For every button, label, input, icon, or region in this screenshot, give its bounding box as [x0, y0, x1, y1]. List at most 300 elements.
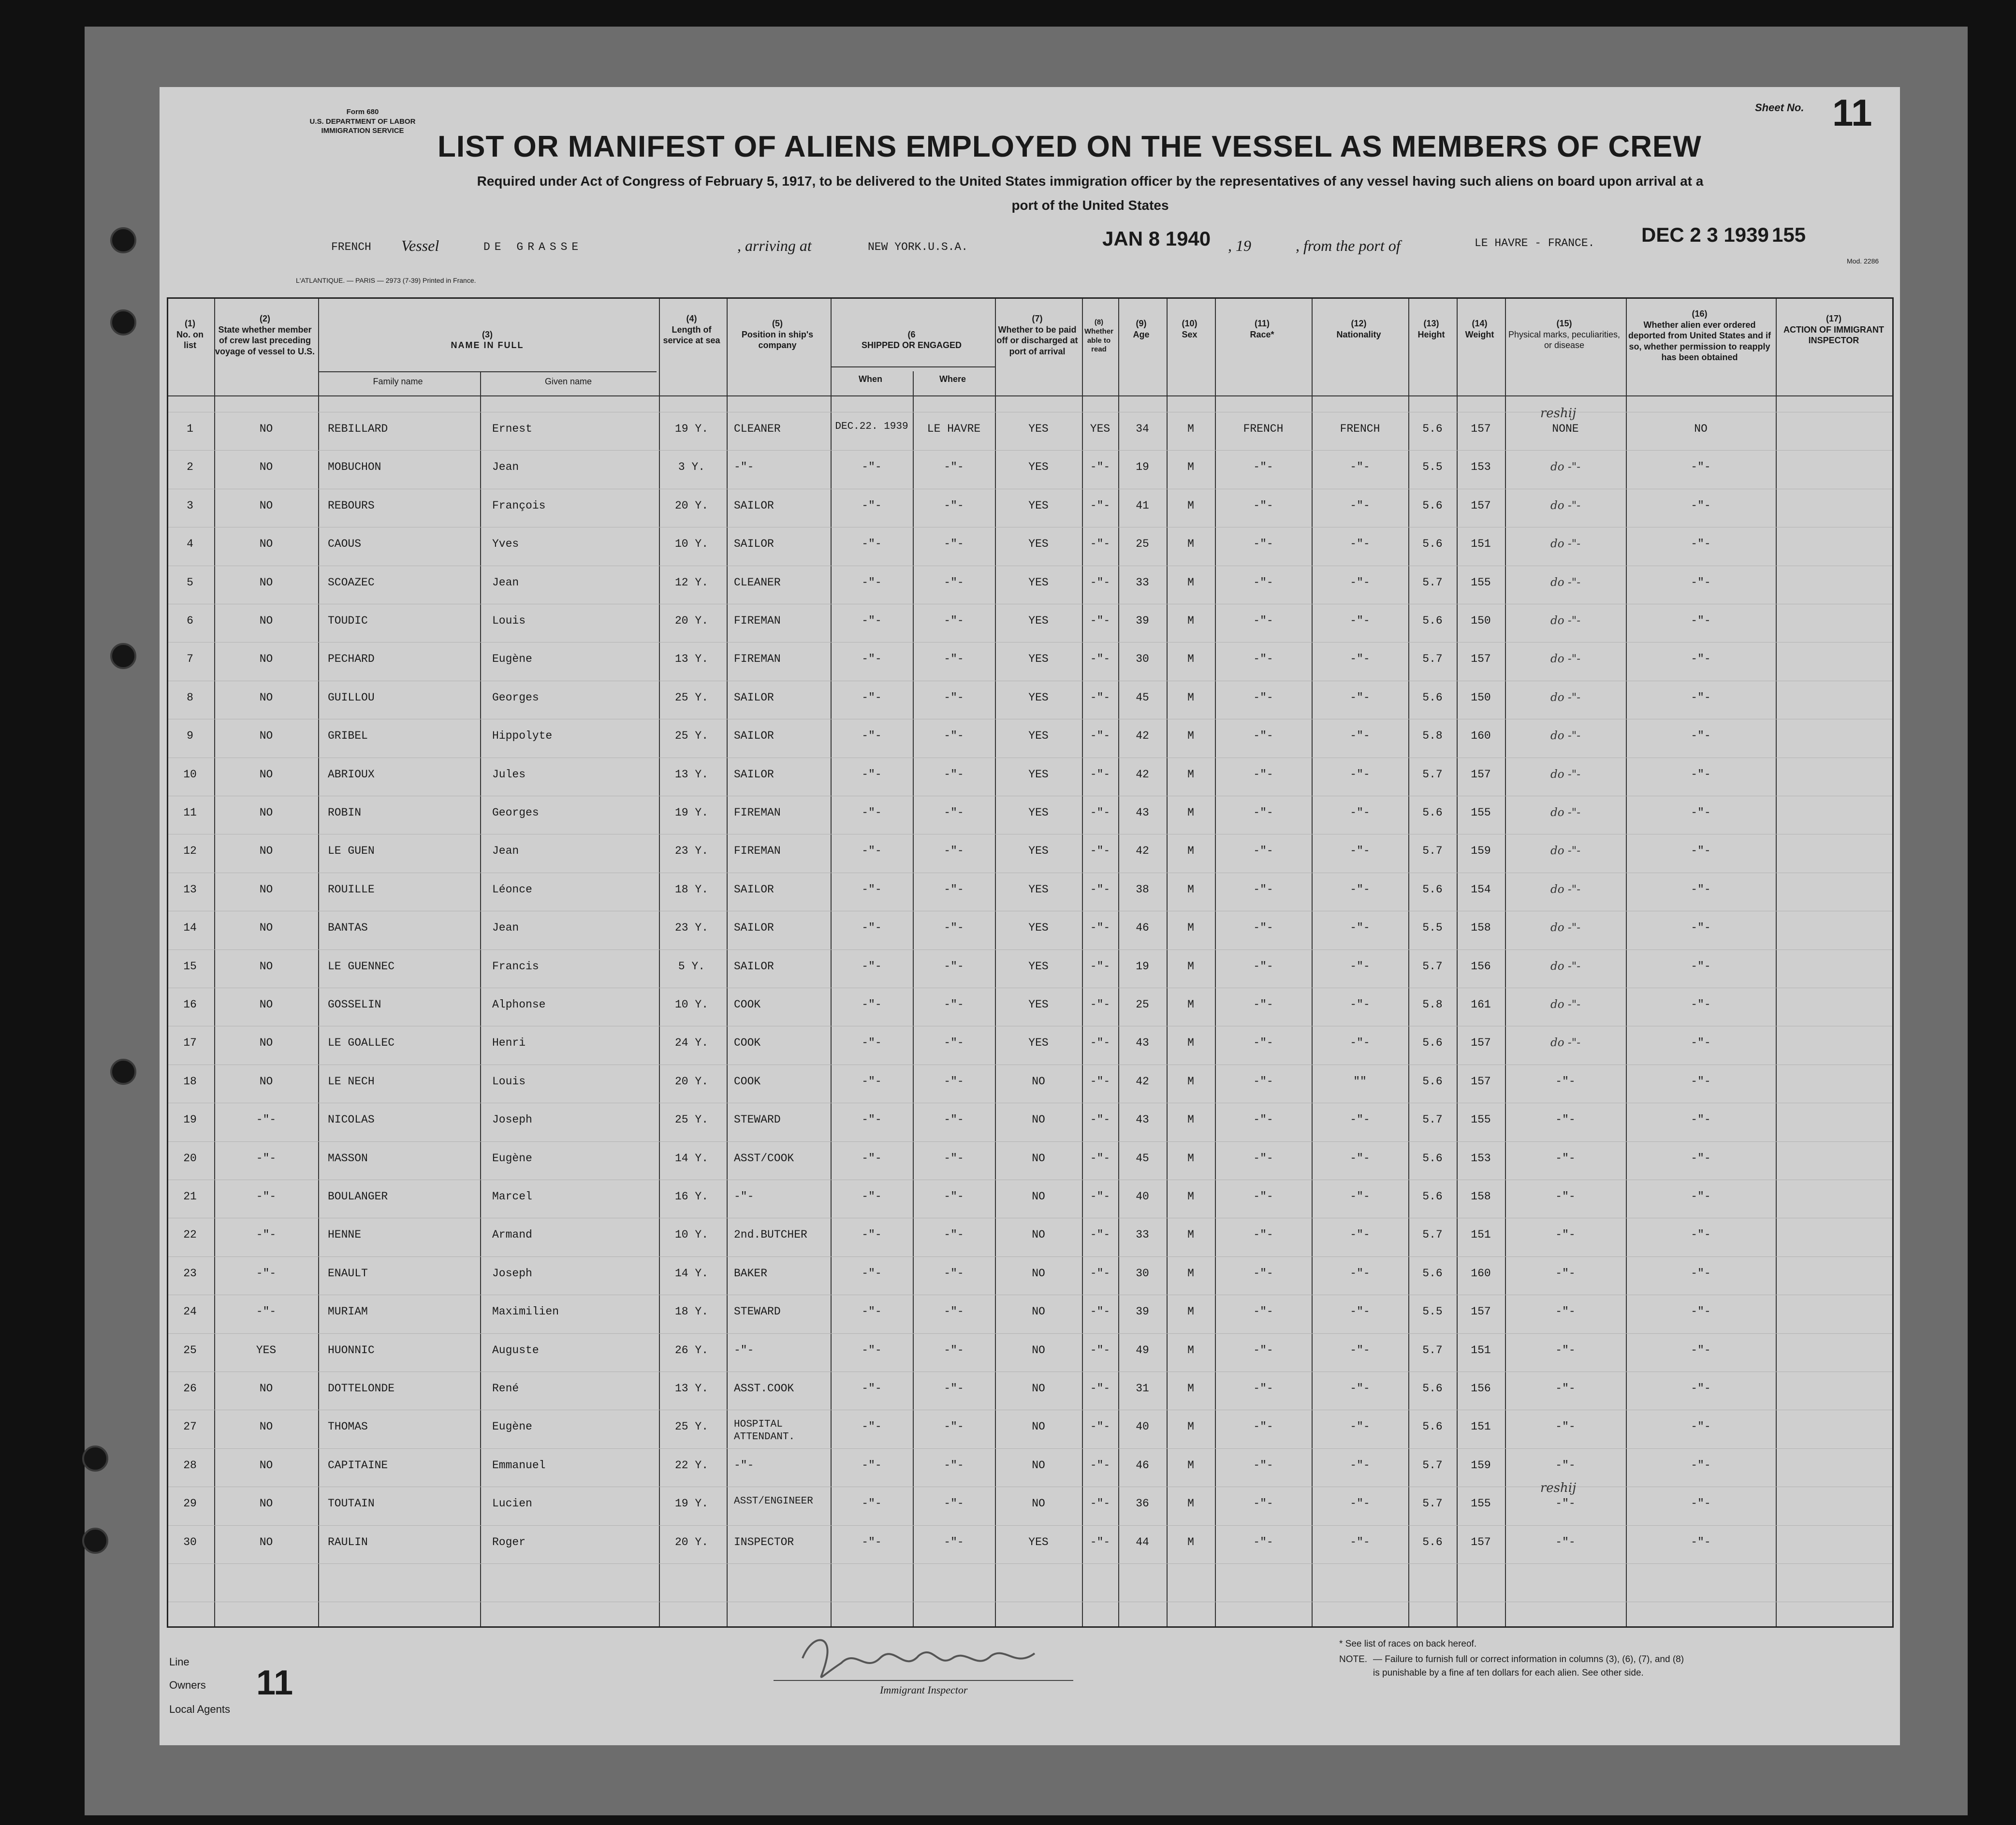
cell-read: -"- [1090, 499, 1110, 512]
cell-read: -"- [1090, 653, 1110, 666]
cell-prev: NO [259, 423, 273, 435]
cell-family: ENAULT [328, 1267, 368, 1280]
cell-no: 19 [183, 1113, 197, 1126]
cell-weight: 151 [1471, 538, 1491, 551]
row-rule [168, 949, 1892, 950]
cell-read: -"- [1090, 1535, 1110, 1548]
cell-family: ROBIN [328, 806, 362, 819]
cell-paid: NO [1032, 1190, 1045, 1203]
cell-where: -"- [944, 691, 964, 704]
cell-height: 5.6 [1422, 806, 1443, 819]
cell-family: NICOLAS [328, 1113, 375, 1126]
cell-read: -"- [1090, 806, 1110, 819]
cell-given: Eugène [492, 653, 532, 666]
cell-sex: M [1187, 461, 1194, 474]
nationality-field: FRENCH [331, 241, 371, 253]
cell-sex: M [1187, 845, 1194, 858]
cell-where: -"- [944, 1113, 964, 1126]
col-label: Whether to be paid off or discharged at port of arrival [996, 324, 1078, 356]
col-label: State whether member of crew last preceding voyage of vessel to U.S. [215, 324, 315, 356]
cell-deported: -"- [1691, 538, 1711, 551]
cell-marks: do -"- [1550, 883, 1580, 896]
cell-where: -"- [944, 1190, 964, 1203]
cell-where: -"- [944, 921, 964, 934]
cell-deported: -"- [1691, 1420, 1711, 1433]
cell-deported: -"- [1691, 921, 1711, 934]
cell-weight: 153 [1471, 461, 1491, 474]
cell-no: 3 [187, 499, 193, 512]
cell-deported: -"- [1691, 1113, 1711, 1126]
cell-read: -"- [1090, 1152, 1110, 1165]
cell-given: Yves [492, 538, 519, 551]
subtitle [290, 169, 1890, 218]
row-rule [168, 1256, 1892, 1257]
cell-nationality: -"- [1350, 1535, 1370, 1548]
cell-deported: -"- [1691, 1037, 1711, 1050]
cell-height: 5.6 [1422, 1382, 1443, 1395]
cell-sex: M [1187, 1075, 1194, 1088]
header-divider [168, 395, 1892, 396]
form-line: Form 680 [346, 108, 379, 116]
col-label: Position in ship's company [741, 329, 814, 350]
cell-marks: do -"- [1550, 1037, 1580, 1050]
cell-family: GOSSELIN [328, 998, 381, 1011]
cell-height: 5.6 [1422, 1152, 1443, 1165]
cell-deported: -"- [1691, 653, 1711, 666]
departure-date-stamp: DEC 2 3 1939 [1641, 223, 1769, 246]
cell-weight: 155 [1471, 576, 1491, 589]
cell-where: LE HAVRE [927, 423, 981, 435]
cell-when: -"- [862, 730, 882, 743]
cell-no: 16 [183, 998, 197, 1011]
cell-prev: NO [259, 883, 273, 896]
punch-hole [110, 1059, 136, 1085]
cell-nationality: -"- [1350, 768, 1370, 781]
cell-position: 2nd.BUTCHER [734, 1228, 807, 1241]
cell-marks: -"- [1555, 1152, 1576, 1165]
cell-no: 18 [183, 1075, 197, 1088]
cell-read: -"- [1090, 1497, 1110, 1510]
cell-weight: 151 [1471, 1343, 1491, 1357]
cell-paid: NO [1032, 1113, 1045, 1126]
cell-sex: M [1187, 1267, 1194, 1280]
cell-read: -"- [1090, 730, 1110, 743]
cell-deported: -"- [1691, 883, 1711, 896]
arrival-port: NEW YORK.U.S.A. [868, 241, 968, 253]
cell-no: 26 [183, 1382, 197, 1395]
cell-height: 5.6 [1422, 883, 1443, 896]
cell-weight: 155 [1471, 1497, 1491, 1510]
cell-paid: YES [1028, 883, 1049, 896]
cell-family: TOUTAIN [328, 1497, 375, 1510]
cell-deported: -"- [1691, 1535, 1711, 1548]
cell-age: 25 [1136, 538, 1149, 551]
cell-prev: -"- [256, 1305, 277, 1318]
cell-given: Louis [492, 1075, 526, 1088]
cell-when: -"- [862, 1459, 882, 1472]
cell-race: -"- [1253, 883, 1273, 896]
subtitle-line: port of the United States [1011, 198, 1169, 213]
cell-family: TOUDIC [328, 614, 368, 627]
cell-when: -"- [862, 1228, 882, 1241]
cell-prev: -"- [256, 1113, 277, 1126]
cell-paid: YES [1028, 998, 1049, 1011]
cell-sex: M [1187, 1459, 1194, 1472]
cell-marks: -"- [1555, 1305, 1576, 1318]
cell-weight: 155 [1471, 1113, 1491, 1126]
cell-family: BANTAS [328, 921, 368, 934]
cell-nationality: -"- [1350, 1113, 1370, 1126]
cell-no: 1 [187, 423, 193, 435]
cell-read: -"- [1090, 768, 1110, 781]
col-number: (9) [1136, 319, 1147, 328]
cell-marks: do -"- [1550, 960, 1580, 973]
col-number: (6 [907, 329, 916, 339]
cell-height: 5.6 [1422, 1535, 1443, 1548]
cell-sex: M [1187, 691, 1194, 704]
cell-nationality: "" [1353, 1075, 1367, 1088]
line-label: Line [169, 1656, 190, 1668]
cell-age: 25 [1136, 998, 1149, 1011]
cell-height: 5.6 [1422, 1037, 1443, 1050]
vessel-label: Vessel [401, 237, 439, 254]
shipped-subheader-divider [831, 366, 995, 367]
cell-age: 39 [1136, 614, 1149, 627]
cell-nationality: -"- [1350, 576, 1370, 589]
cell-nationality: -"- [1350, 730, 1370, 743]
cell-paid: NO [1032, 1152, 1045, 1165]
col-number: (12) [1351, 319, 1367, 328]
cell-family: THOMAS [328, 1420, 368, 1433]
cell-weight: 155 [1471, 806, 1491, 819]
cell-service: 10 Y. [674, 1228, 708, 1241]
cell-height: 5.5 [1422, 461, 1443, 474]
cell-height: 5.6 [1422, 614, 1443, 627]
cell-height: 5.6 [1422, 1420, 1443, 1433]
cell-race: -"- [1253, 576, 1273, 589]
cell-when: -"- [862, 806, 882, 819]
cell-given: Jean [492, 845, 519, 858]
cell-service: 25 Y. [674, 730, 708, 743]
col-number: (15) [1556, 319, 1572, 328]
cell-age: 30 [1136, 653, 1149, 666]
cell-given: Louis [492, 614, 526, 627]
cell-prev: NO [259, 845, 273, 858]
header-where: Where [939, 374, 966, 384]
cell-given: Marcel [492, 1190, 532, 1203]
cell-nationality: -"- [1350, 883, 1370, 896]
cell-deported: -"- [1691, 1497, 1711, 1510]
col-number: (7) [1032, 314, 1043, 323]
header-col-5 [727, 318, 828, 351]
page-title: LIST OR MANIFEST OF ALIENS EMPLOYED ON THE VESSEL AS MEMBERS OF CREW [438, 130, 1702, 163]
header-col-14 [1457, 318, 1503, 340]
cell-where: -"- [944, 614, 964, 627]
cell-no: 4 [187, 538, 193, 551]
cell-given: Georges [492, 806, 539, 819]
cell-nationality: -"- [1350, 998, 1370, 1011]
cell-sex: M [1187, 1228, 1194, 1241]
cell-sex: M [1187, 1497, 1194, 1510]
cell-race: -"- [1253, 921, 1273, 934]
cell-marks: -"- [1555, 1535, 1576, 1548]
cell-weight: 150 [1471, 614, 1491, 627]
cell-sex: M [1187, 423, 1194, 435]
cell-marks: -"- [1555, 1267, 1576, 1280]
cell-position: SAILOR [734, 499, 774, 512]
cell-nationality: -"- [1350, 1343, 1370, 1357]
cell-age: 19 [1136, 461, 1149, 474]
cell-paid: NO [1032, 1343, 1045, 1357]
cell-deported: -"- [1691, 1267, 1711, 1280]
cell-paid: NO [1032, 1075, 1045, 1088]
cell-when: -"- [862, 614, 882, 627]
cell-where: -"- [944, 806, 964, 819]
cell-read: -"- [1090, 845, 1110, 858]
cell-given: Jean [492, 461, 519, 474]
cell-nationality: -"- [1350, 614, 1370, 627]
col-label: No. on list [176, 329, 204, 350]
cell-deported: -"- [1691, 960, 1711, 973]
subtitle-line: Required under Act of Congress of February 5, 1917, to be delivered to the United States immigration officer by the representatives of any vessel having such aliens on board upon arrival at a [477, 174, 1704, 189]
cell-paid: YES [1028, 461, 1049, 474]
handwritten-note: reshij [1540, 406, 1577, 421]
cell-family: ABRIOUX [328, 768, 375, 781]
cell-marks: do -"- [1550, 499, 1580, 512]
cell-deported: -"- [1691, 1382, 1711, 1395]
cell-family: LE GOALLEC [328, 1037, 395, 1050]
cell-paid: YES [1028, 653, 1049, 666]
cell-nationality: -"- [1350, 1267, 1370, 1280]
cell-height: 5.6 [1422, 1075, 1443, 1088]
cell-height: 5.8 [1422, 998, 1443, 1011]
cell-paid: YES [1028, 730, 1049, 743]
cell-paid: YES [1028, 576, 1049, 589]
cell-family: GUILLOU [328, 691, 375, 704]
inspector-signature [793, 1629, 1044, 1687]
cell-service: 26 Y. [674, 1343, 708, 1357]
header-col-9 [1118, 318, 1164, 340]
cell-prev: NO [259, 538, 273, 551]
form-line: IMMIGRATION SERVICE [321, 127, 404, 135]
cell-when: -"- [862, 499, 882, 512]
cell-paid: YES [1028, 499, 1049, 512]
cell-when: -"- [862, 653, 882, 666]
cell-where: -"- [944, 883, 964, 896]
cell-service: 20 Y. [674, 614, 708, 627]
cell-when: -"- [862, 1075, 882, 1088]
cell-service: 19 Y. [674, 423, 708, 435]
cell-sex: M [1187, 1535, 1194, 1548]
cell-service: 13 Y. [674, 653, 708, 666]
cell-where: -"- [944, 1382, 964, 1395]
cell-position: -"- [734, 1459, 754, 1472]
cell-height: 5.6 [1422, 423, 1443, 435]
cell-family: LE GUENNEC [328, 960, 395, 973]
cell-deported: -"- [1691, 614, 1711, 627]
cell-deported: -"- [1691, 1343, 1711, 1357]
cell-paid: YES [1028, 1535, 1049, 1548]
cell-given: Armand [492, 1228, 532, 1241]
cell-paid: NO [1032, 1228, 1045, 1241]
cell-service: 10 Y. [674, 998, 708, 1011]
cell-given: Alphonse [492, 998, 546, 1011]
cell-where: -"- [944, 730, 964, 743]
cell-position: SAILOR [734, 768, 774, 781]
cell-family: REBILLARD [328, 423, 388, 435]
cell-family: PECHARD [328, 653, 375, 666]
cell-sex: M [1187, 768, 1194, 781]
cell-family: CAOUS [328, 538, 362, 551]
cell-no: 24 [183, 1305, 197, 1318]
form-id [290, 107, 435, 136]
cell-when: -"- [862, 1267, 882, 1280]
cell-weight: 151 [1471, 1228, 1491, 1241]
cell-read: -"- [1090, 614, 1110, 627]
cell-position: ASST/ENGINEER [734, 1496, 813, 1507]
cell-when: -"- [862, 1497, 882, 1510]
cell-race: -"- [1253, 1190, 1273, 1203]
cell-service: 23 Y. [674, 845, 708, 858]
cell-where: -"- [944, 845, 964, 858]
cell-nationality: -"- [1350, 1420, 1370, 1433]
column-divider [318, 299, 319, 1626]
col-label: Whether alien ever ordered deported from United States and if so, whether permission to reapply has been obtained [1628, 320, 1771, 362]
cell-age: 34 [1136, 423, 1149, 435]
cell-age: 40 [1136, 1190, 1149, 1203]
header-col-8 [1082, 318, 1116, 354]
cell-race: -"- [1253, 499, 1273, 512]
cell-nationality: -"- [1350, 1497, 1370, 1510]
cell-weight: 157 [1471, 653, 1491, 666]
cell-marks: -"- [1555, 1228, 1576, 1241]
header-col-16 [1626, 308, 1773, 363]
cell-height: 5.7 [1422, 1228, 1443, 1241]
cell-nationality: -"- [1350, 845, 1370, 858]
header-family-name: Family name [373, 377, 423, 386]
cell-service: 22 Y. [674, 1459, 708, 1472]
cell-marks: -"- [1555, 1190, 1576, 1203]
cell-paid: NO [1032, 1420, 1045, 1433]
cell-when: -"- [862, 845, 882, 858]
cell-prev: NO [259, 461, 273, 474]
cell-given: Henri [492, 1037, 526, 1050]
cell-family: MURIAM [328, 1305, 368, 1318]
cell-given: Georges [492, 691, 539, 704]
cell-given: Joseph [492, 1267, 532, 1280]
cell-nationality: -"- [1350, 1459, 1370, 1472]
col-number: (3) [482, 329, 493, 339]
cell-position: BAKER [734, 1267, 768, 1280]
cell-race: -"- [1253, 1382, 1273, 1395]
cell-weight: 157 [1471, 1075, 1491, 1088]
cell-deported: -"- [1691, 730, 1711, 743]
arriving-label: , arriving at [737, 237, 812, 254]
cell-read: -"- [1090, 691, 1110, 704]
crew-table [167, 297, 1894, 1628]
cell-age: 46 [1136, 921, 1149, 934]
header-col-3 [318, 308, 657, 371]
cell-position: COOK [734, 1075, 761, 1088]
cell-paid: YES [1028, 538, 1049, 551]
cell-family: SCOAZEC [328, 576, 375, 589]
cell-prev: NO [259, 691, 273, 704]
cell-where: -"- [944, 768, 964, 781]
row-rule [168, 1448, 1892, 1449]
cell-weight: 159 [1471, 845, 1491, 858]
cell-sex: M [1187, 1343, 1194, 1357]
cell-marks: -"- [1555, 1382, 1576, 1395]
cell-age: 43 [1136, 1113, 1149, 1126]
cell-height: 5.8 [1422, 730, 1443, 743]
header-col-2 [214, 313, 316, 357]
cell-given: Francis [492, 960, 539, 973]
cell-where: -"- [944, 1420, 964, 1433]
cell-weight: 153 [1471, 1152, 1491, 1165]
cell-deported: -"- [1691, 499, 1711, 512]
row-rule [168, 1563, 1892, 1564]
cell-read: YES [1090, 423, 1110, 435]
cell-paid: NO [1032, 1382, 1045, 1395]
arrival-date-stamp: JAN 8 1940 [1102, 227, 1211, 250]
cell-prev: -"- [256, 1190, 277, 1203]
cell-prev: NO [259, 998, 273, 1011]
cell-read: -"- [1090, 883, 1110, 896]
cell-marks: do -"- [1550, 921, 1580, 934]
col-number: (10) [1182, 319, 1198, 328]
cell-position: -"- [734, 461, 754, 474]
cell-deported: -"- [1691, 1305, 1711, 1318]
col-label: Nationality [1336, 329, 1381, 339]
cell-read: -"- [1090, 576, 1110, 589]
cell-race: -"- [1253, 653, 1273, 666]
cell-paid: YES [1028, 768, 1049, 781]
cell-when: -"- [862, 921, 882, 934]
cell-service: 20 Y. [674, 499, 708, 512]
cell-given: Auguste [492, 1343, 539, 1357]
cell-paid: NO [1032, 1459, 1045, 1472]
cell-position: CLEANER [734, 576, 781, 589]
cell-sex: M [1187, 960, 1194, 973]
cell-given: René [492, 1382, 519, 1395]
cell-service: 5 Y. [678, 960, 705, 973]
cell-when: -"- [862, 1305, 882, 1318]
cell-sex: M [1187, 921, 1194, 934]
cell-given: Joseph [492, 1113, 532, 1126]
cell-when: -"- [862, 1190, 882, 1203]
col-number: (4) [686, 314, 697, 323]
cell-read: -"- [1090, 1113, 1110, 1126]
cell-position: -"- [734, 1190, 754, 1203]
cell-weight: 157 [1471, 1037, 1491, 1050]
signature-line [774, 1680, 1073, 1681]
year-label: , 19 [1228, 237, 1251, 254]
cell-age: 33 [1136, 1228, 1149, 1241]
cell-nationality: -"- [1350, 653, 1370, 666]
row-rule [168, 1141, 1892, 1142]
col-number: (5) [772, 319, 783, 328]
cell-deported: -"- [1691, 1190, 1711, 1203]
cell-when: -"- [862, 576, 882, 589]
cell-where: -"- [944, 1037, 964, 1050]
col-label: Length of service at sea [663, 324, 720, 345]
cell-age: 42 [1136, 845, 1149, 858]
cell-given: Jean [492, 576, 519, 589]
cell-weight: 158 [1471, 1190, 1491, 1203]
cell-position: ASST/COOK [734, 1152, 794, 1165]
printer-line: L'ATLANTIQUE. — PARIS — 2973 (7-39) Printed in France. [296, 277, 476, 284]
cell-paid: NO [1032, 1305, 1045, 1318]
